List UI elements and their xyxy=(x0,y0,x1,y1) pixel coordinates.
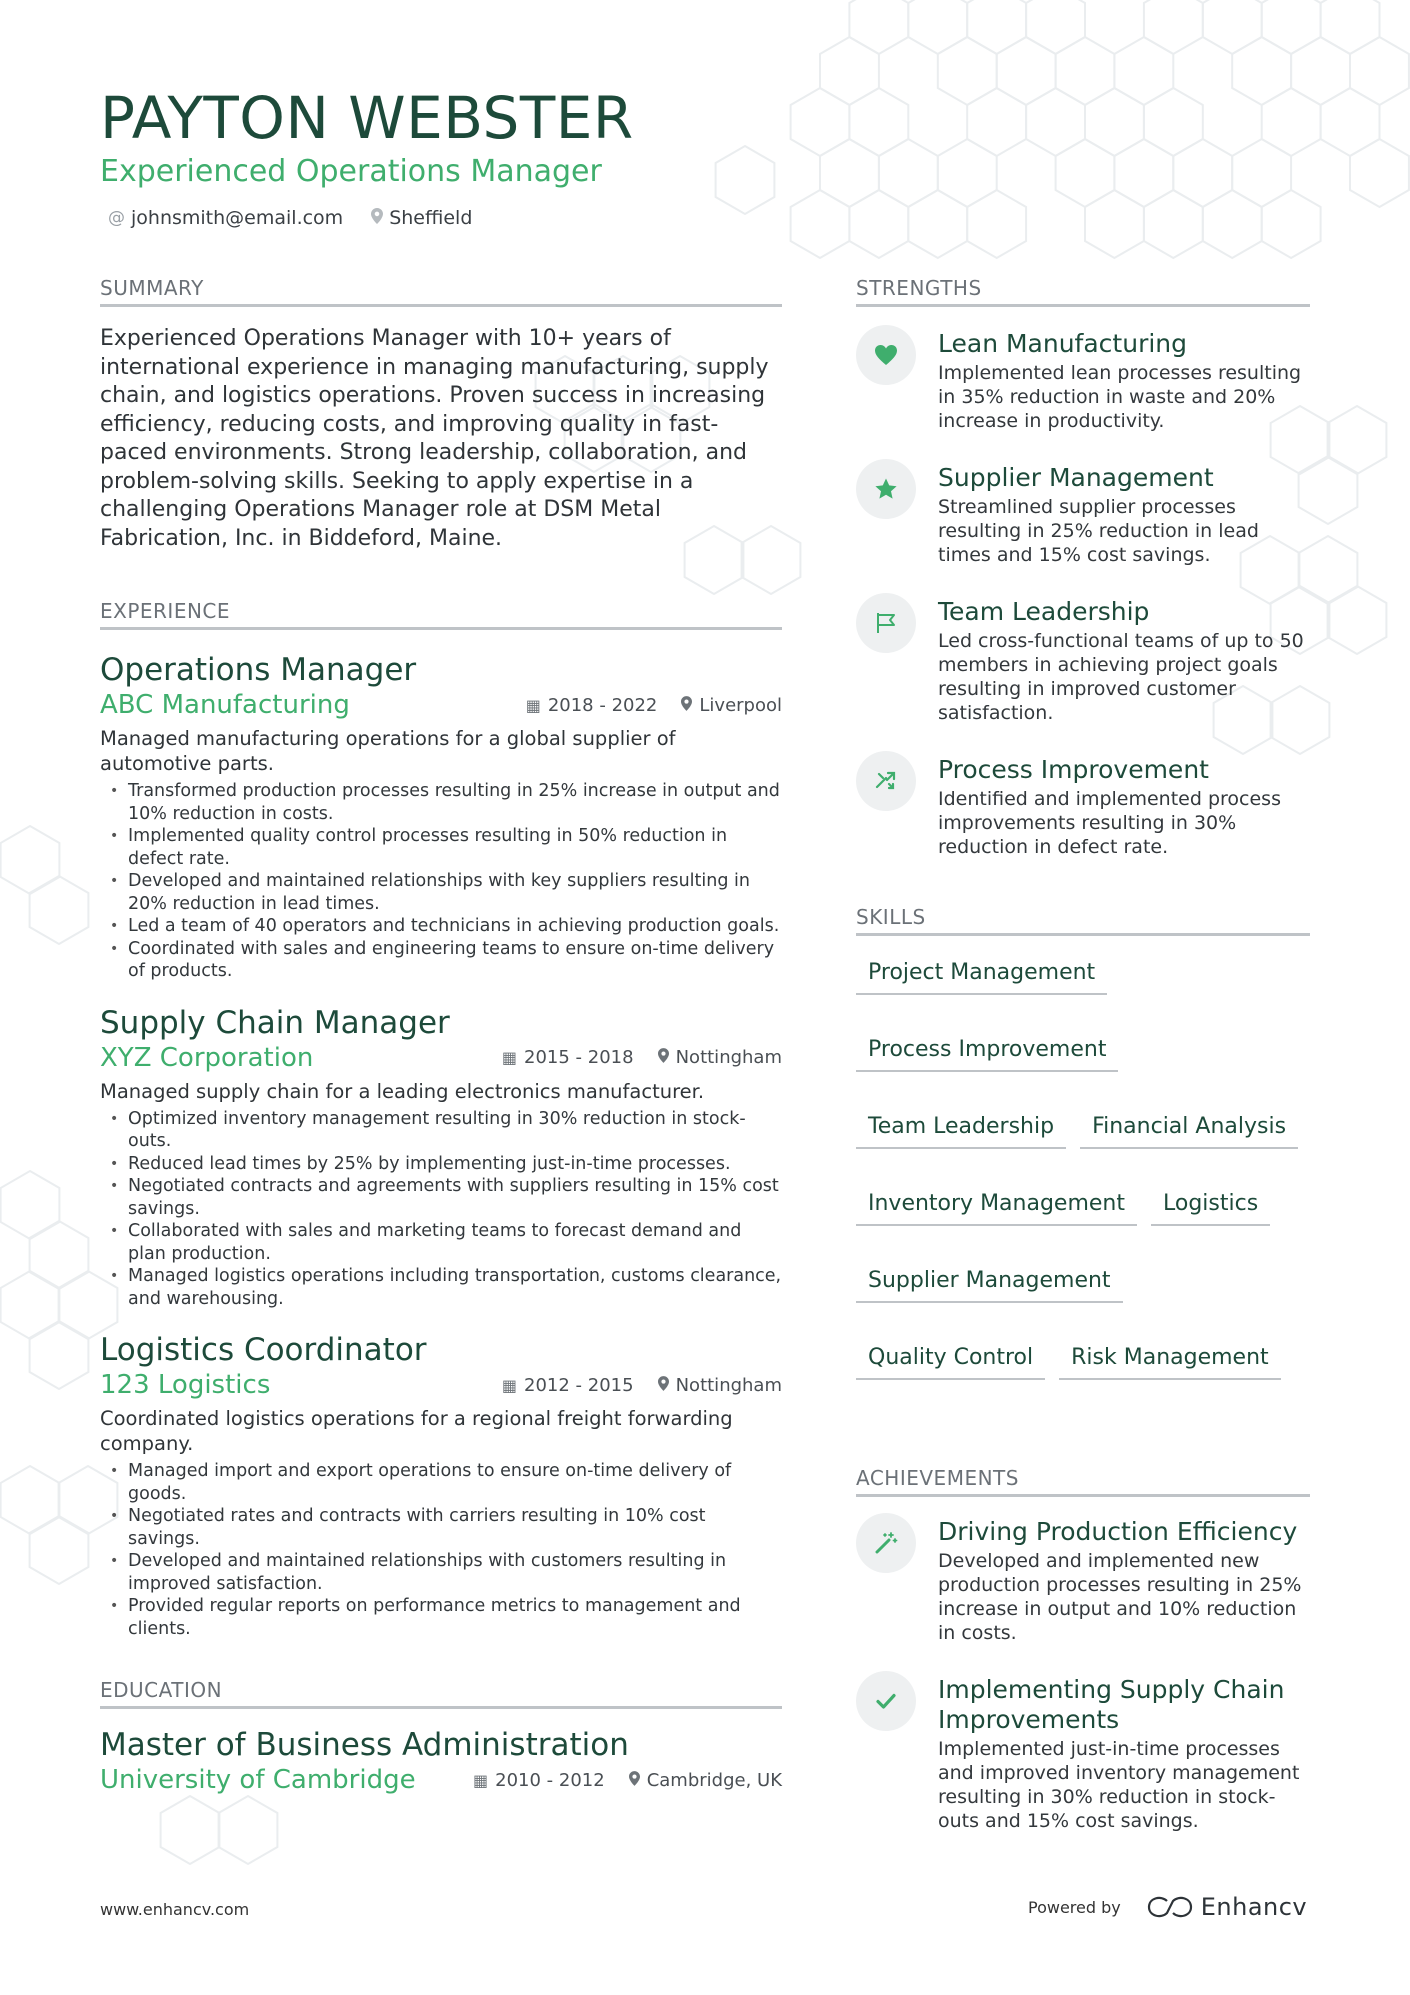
strength-title: Supplier Management xyxy=(938,463,1214,492)
experience-entry xyxy=(100,1332,782,1640)
enhancv-logo-icon xyxy=(1147,1896,1193,1918)
education-dates: 2010 - 2012 xyxy=(495,1769,605,1791)
powered-by-text: Powered by xyxy=(1028,1897,1121,1917)
location-pin-icon xyxy=(371,208,383,229)
strength-item xyxy=(856,329,1310,433)
skill-tag: Logistics xyxy=(1151,1191,1270,1226)
calendar-icon: ▦ xyxy=(501,1048,518,1067)
contact-info xyxy=(108,207,472,229)
email-text: johnsmith@email.com xyxy=(131,207,344,229)
job-bullet: • Managed logistics operations including transportation, customs clearance, and warehousing. xyxy=(100,1265,782,1310)
job-description: Managed manufacturing operations for a global supplier of automotive parts. xyxy=(100,727,676,775)
education-entry xyxy=(100,1727,782,1795)
location-pin-icon xyxy=(681,696,692,715)
job-bullet: • Implemented quality control processes resulting in 50% reduction in defect rate. xyxy=(100,825,782,870)
job-bullet: • Managed import and export operations to ensure on-time delivery of goods. xyxy=(100,1460,782,1505)
skill-tag: Supplier Management xyxy=(856,1268,1123,1303)
job-location: Liverpool xyxy=(699,694,782,716)
experience-entry xyxy=(100,652,782,983)
job-bullets xyxy=(100,780,782,983)
job-title: Operations Manager xyxy=(100,652,417,688)
footer-branding xyxy=(1028,1893,1307,1921)
experience-entry xyxy=(100,1005,782,1311)
calendar-icon: ▦ xyxy=(501,1375,518,1395)
location-pin-icon xyxy=(629,1771,640,1790)
job-bullet: • Led a team of 40 operators and technicians in achieving production goals. xyxy=(100,915,782,938)
job-description: Coordinated logistics operations for a regional freight forwarding company. xyxy=(100,1407,733,1455)
skill-tag: Quality Control xyxy=(856,1345,1045,1380)
skill-tag: Inventory Management xyxy=(856,1191,1137,1226)
achievement-title: Driving Production Efficiency xyxy=(938,1517,1298,1546)
strength-description: Implemented lean processes resulting in 35% reduction in waste and 20% increase in productivity. xyxy=(938,362,1302,432)
strength-title: Lean Manufacturing xyxy=(938,329,1188,358)
job-bullet: • Reduced lead times by 25% by implementing just-in-time processes. xyxy=(100,1153,782,1176)
job-bullet: • Negotiated contracts and agreements with suppliers resulting in 15% cost savings. xyxy=(100,1175,782,1220)
skill-tag: Team Leadership xyxy=(856,1114,1066,1149)
strength-description: Identified and implemented process improvements resulting in 30% reduction in defect rate. xyxy=(938,788,1281,858)
strength-description: Led cross-functional teams of up to 50 members in achieving project goals resulting in improved customer satisfaction. xyxy=(938,630,1304,724)
skill-tag: Project Management xyxy=(856,960,1107,995)
at-sign-icon: @ xyxy=(108,208,125,228)
strength-item xyxy=(856,755,1310,859)
section-title-achievements: ACHIEVEMENTS xyxy=(856,1466,1310,1497)
section-title-strengths: STRENGTHS xyxy=(856,276,1310,307)
candidate-role: Experienced Operations Manager xyxy=(100,154,602,189)
achievement-description: Implemented just-in-time processes and improved inventory management resulting in 30% reduction in stock-outs and 15% cost savings. xyxy=(938,1738,1300,1832)
location-pin-icon xyxy=(658,1376,669,1395)
strengths-list xyxy=(856,329,1310,859)
job-title: Supply Chain Manager xyxy=(100,1004,450,1041)
section-title-skills: SKILLS xyxy=(856,905,1310,936)
calendar-icon: ▦ xyxy=(525,695,541,715)
company-name: ABC Manufacturing xyxy=(100,690,350,720)
education-degree: Master of Business Administration xyxy=(100,1727,629,1763)
strength-title: Team Leadership xyxy=(938,597,1150,626)
candidate-name: PAYTON WEBSTER xyxy=(100,84,634,152)
magic-wand-icon xyxy=(856,1513,916,1573)
achievement-item xyxy=(856,1675,1310,1833)
enhancv-logo[interactable] xyxy=(1147,1893,1307,1921)
company-name: XYZ Corporation xyxy=(100,1042,314,1073)
achievements-list xyxy=(856,1517,1310,1833)
strength-item xyxy=(856,463,1310,567)
experience-list xyxy=(100,652,782,1640)
section-title-summary: SUMMARY xyxy=(100,276,782,307)
section-title-education: EDUCATION xyxy=(100,1678,782,1709)
job-title: Logistics Coordinator xyxy=(100,1332,427,1368)
check-icon xyxy=(856,1671,916,1731)
location-contact xyxy=(371,207,472,229)
job-bullet: • Coordinated with sales and engineering teams to ensure on-time delivery of products. xyxy=(100,938,782,983)
star-icon xyxy=(856,459,916,519)
job-bullet: • Developed and maintained relationships with customers resulting in improved satisfaction. xyxy=(100,1550,782,1595)
enhancv-brand-text: Enhancv xyxy=(1200,1893,1308,1921)
left-column xyxy=(100,276,782,1795)
job-bullet: • Negotiated rates and contracts with carriers resulting in 10% cost savings. xyxy=(100,1505,782,1550)
job-bullet: • Transformed production processes resulting in 25% increase in output and 10% reduction in costs. xyxy=(100,780,782,825)
achievement-description: Developed and implemented new production processes resulting in 25% increase in output and 10% reduction in costs. xyxy=(938,1550,1302,1644)
job-bullet: • Optimized inventory management resulting in 30% reduction in stock-outs. xyxy=(100,1108,782,1153)
job-bullet: • Collaborated with sales and marketing teams to forecast demand and plan production. xyxy=(100,1220,782,1265)
skills-list xyxy=(856,960,1310,1380)
heart-icon xyxy=(856,325,916,385)
flag-icon xyxy=(856,593,916,653)
job-dates: 2018 - 2022 xyxy=(547,694,658,716)
job-location: Nottingham xyxy=(675,1374,782,1396)
email-contact[interactable] xyxy=(108,207,343,229)
job-bullets xyxy=(100,1460,782,1640)
skill-tag: Financial Analysis xyxy=(1080,1114,1298,1149)
strength-item xyxy=(856,597,1310,725)
job-dates: 2015 - 2018 xyxy=(524,1047,634,1068)
location-text: Sheffield xyxy=(389,207,473,229)
job-bullets xyxy=(100,1108,782,1311)
job-description: Managed supply chain for a leading electronics manufacturer. xyxy=(100,1079,705,1103)
job-location: Nottingham xyxy=(675,1047,782,1068)
job-bullet: • Provided regular reports on performance metrics to management and clients. xyxy=(100,1595,782,1640)
achievement-title: Implementing Supply Chain Improvements xyxy=(938,1675,1285,1734)
section-title-experience: EXPERIENCE xyxy=(100,599,782,630)
company-name: 123 Logistics xyxy=(100,1370,271,1400)
footer-website[interactable]: www.enhancv.com xyxy=(100,1900,250,1919)
skill-tag: Risk Management xyxy=(1059,1345,1281,1380)
strength-title: Process Improvement xyxy=(938,755,1209,784)
calendar-icon: ▦ xyxy=(473,1770,489,1790)
right-column xyxy=(856,276,1310,1833)
education-location: Cambridge, UK xyxy=(646,1769,782,1791)
location-pin-icon xyxy=(658,1048,669,1067)
arrows-icon xyxy=(856,751,916,811)
achievement-item xyxy=(856,1517,1310,1645)
job-bullet: • Developed and maintained relationships with key suppliers resulting in 20% reduction in lead times. xyxy=(100,870,782,915)
education-school: University of Cambridge xyxy=(100,1765,416,1795)
strength-description: Streamlined supplier processes resulting in 25% reduction in lead times and 15% cost savings. xyxy=(938,496,1259,566)
summary-text: Experienced Operations Manager with 10+ years of international experience in managing manufacturing, supply chain, and logistics operations. Proven success in increasing efficiency, reducing costs, and improving quality in fast-paced environments. Strong leadership, collaboration, and problem-solving skills. Seeking to apply expertise in a challenging Operations Manager role at DSM Metal Fabrication, Inc. in Biddeford, Maine. xyxy=(100,326,769,551)
job-dates: 2012 - 2015 xyxy=(524,1374,634,1396)
skill-tag: Process Improvement xyxy=(856,1037,1118,1072)
